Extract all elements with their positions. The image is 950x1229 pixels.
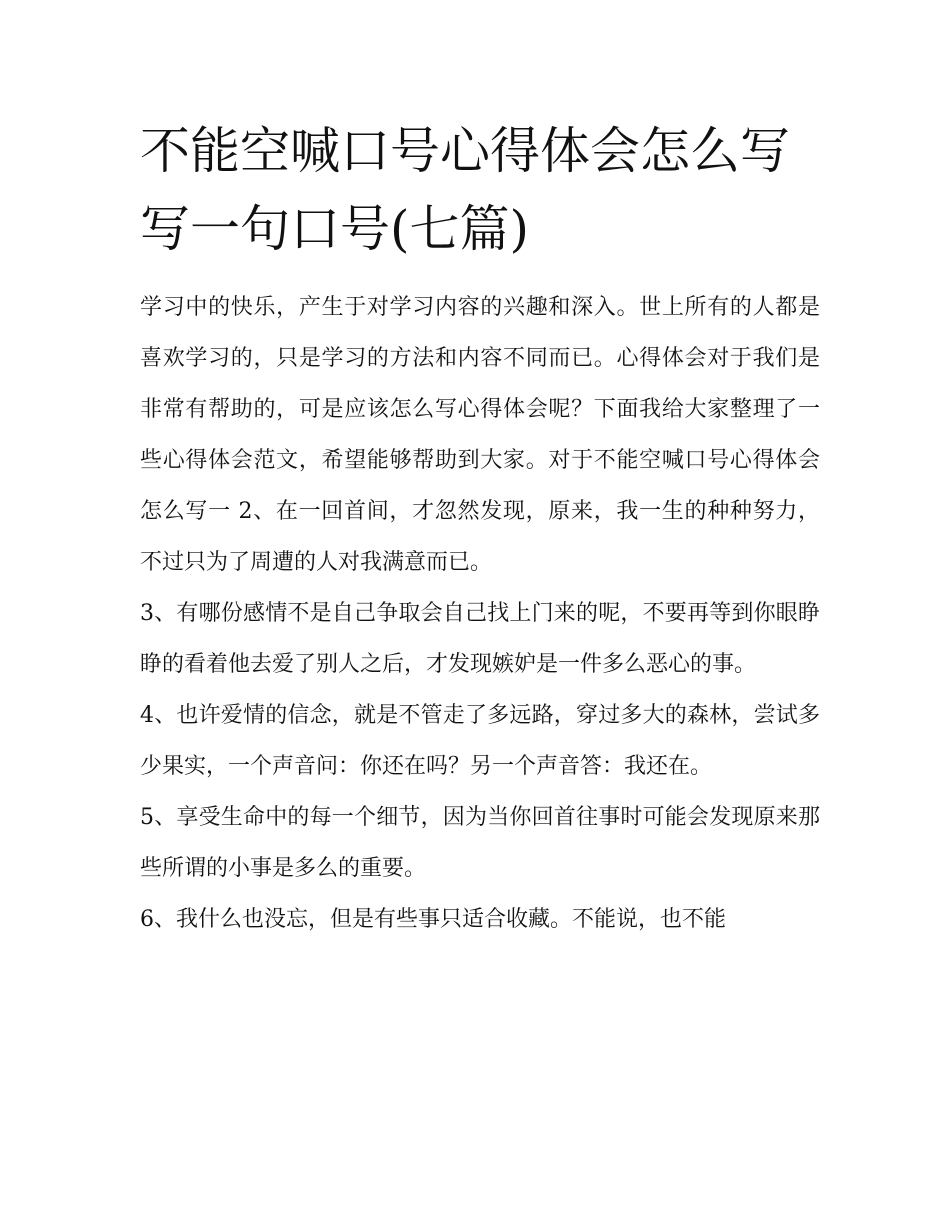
paragraph-intro: 学习中的快乐，产生于对学习内容的兴趣和深入。世上所有的人都是喜欢学习的，只是学习的方法和内容不同而已。心得体会对于我们是非常有帮助的，可是应该怎么写心得体会呢？下面我给大家整理了一些心得体会范文，希望能够帮助到大家。对于不能空喊口号心得体会怎么写一 2、在一回首间，才忽然发现，原来，我一生的种种努力，不过只为了周遭的人对我满意而已。 [140,295,820,575]
document-title: 不能空喊口号心得体会怎么写写一句口号(七篇) [140,122,790,258]
paragraph-4: 4、也许爱情的信念，就是不管走了多远路，穿过多大的森林，尝试多少果实，一个声音问：你还在吗？另一个声音答：我还在。 [140,703,820,779]
paragraph-6: 6、我什么也没忘，但是有些事只适合收藏。不能说，也不能 [140,907,726,932]
paragraph-3: 3、有哪份感情不是自己争取会自己找上门来的呢，不要再等到你眼睁睁的看着他去爱了别人之后，才发现嫉妒是一件多么恶心的事。 [140,601,820,677]
paragraph-5: 5、享受生命中的每一个细节，因为当你回首往事时可能会发现原来那些所谓的小事是多么的重要。 [140,805,820,881]
document-page [140,112,820,945]
